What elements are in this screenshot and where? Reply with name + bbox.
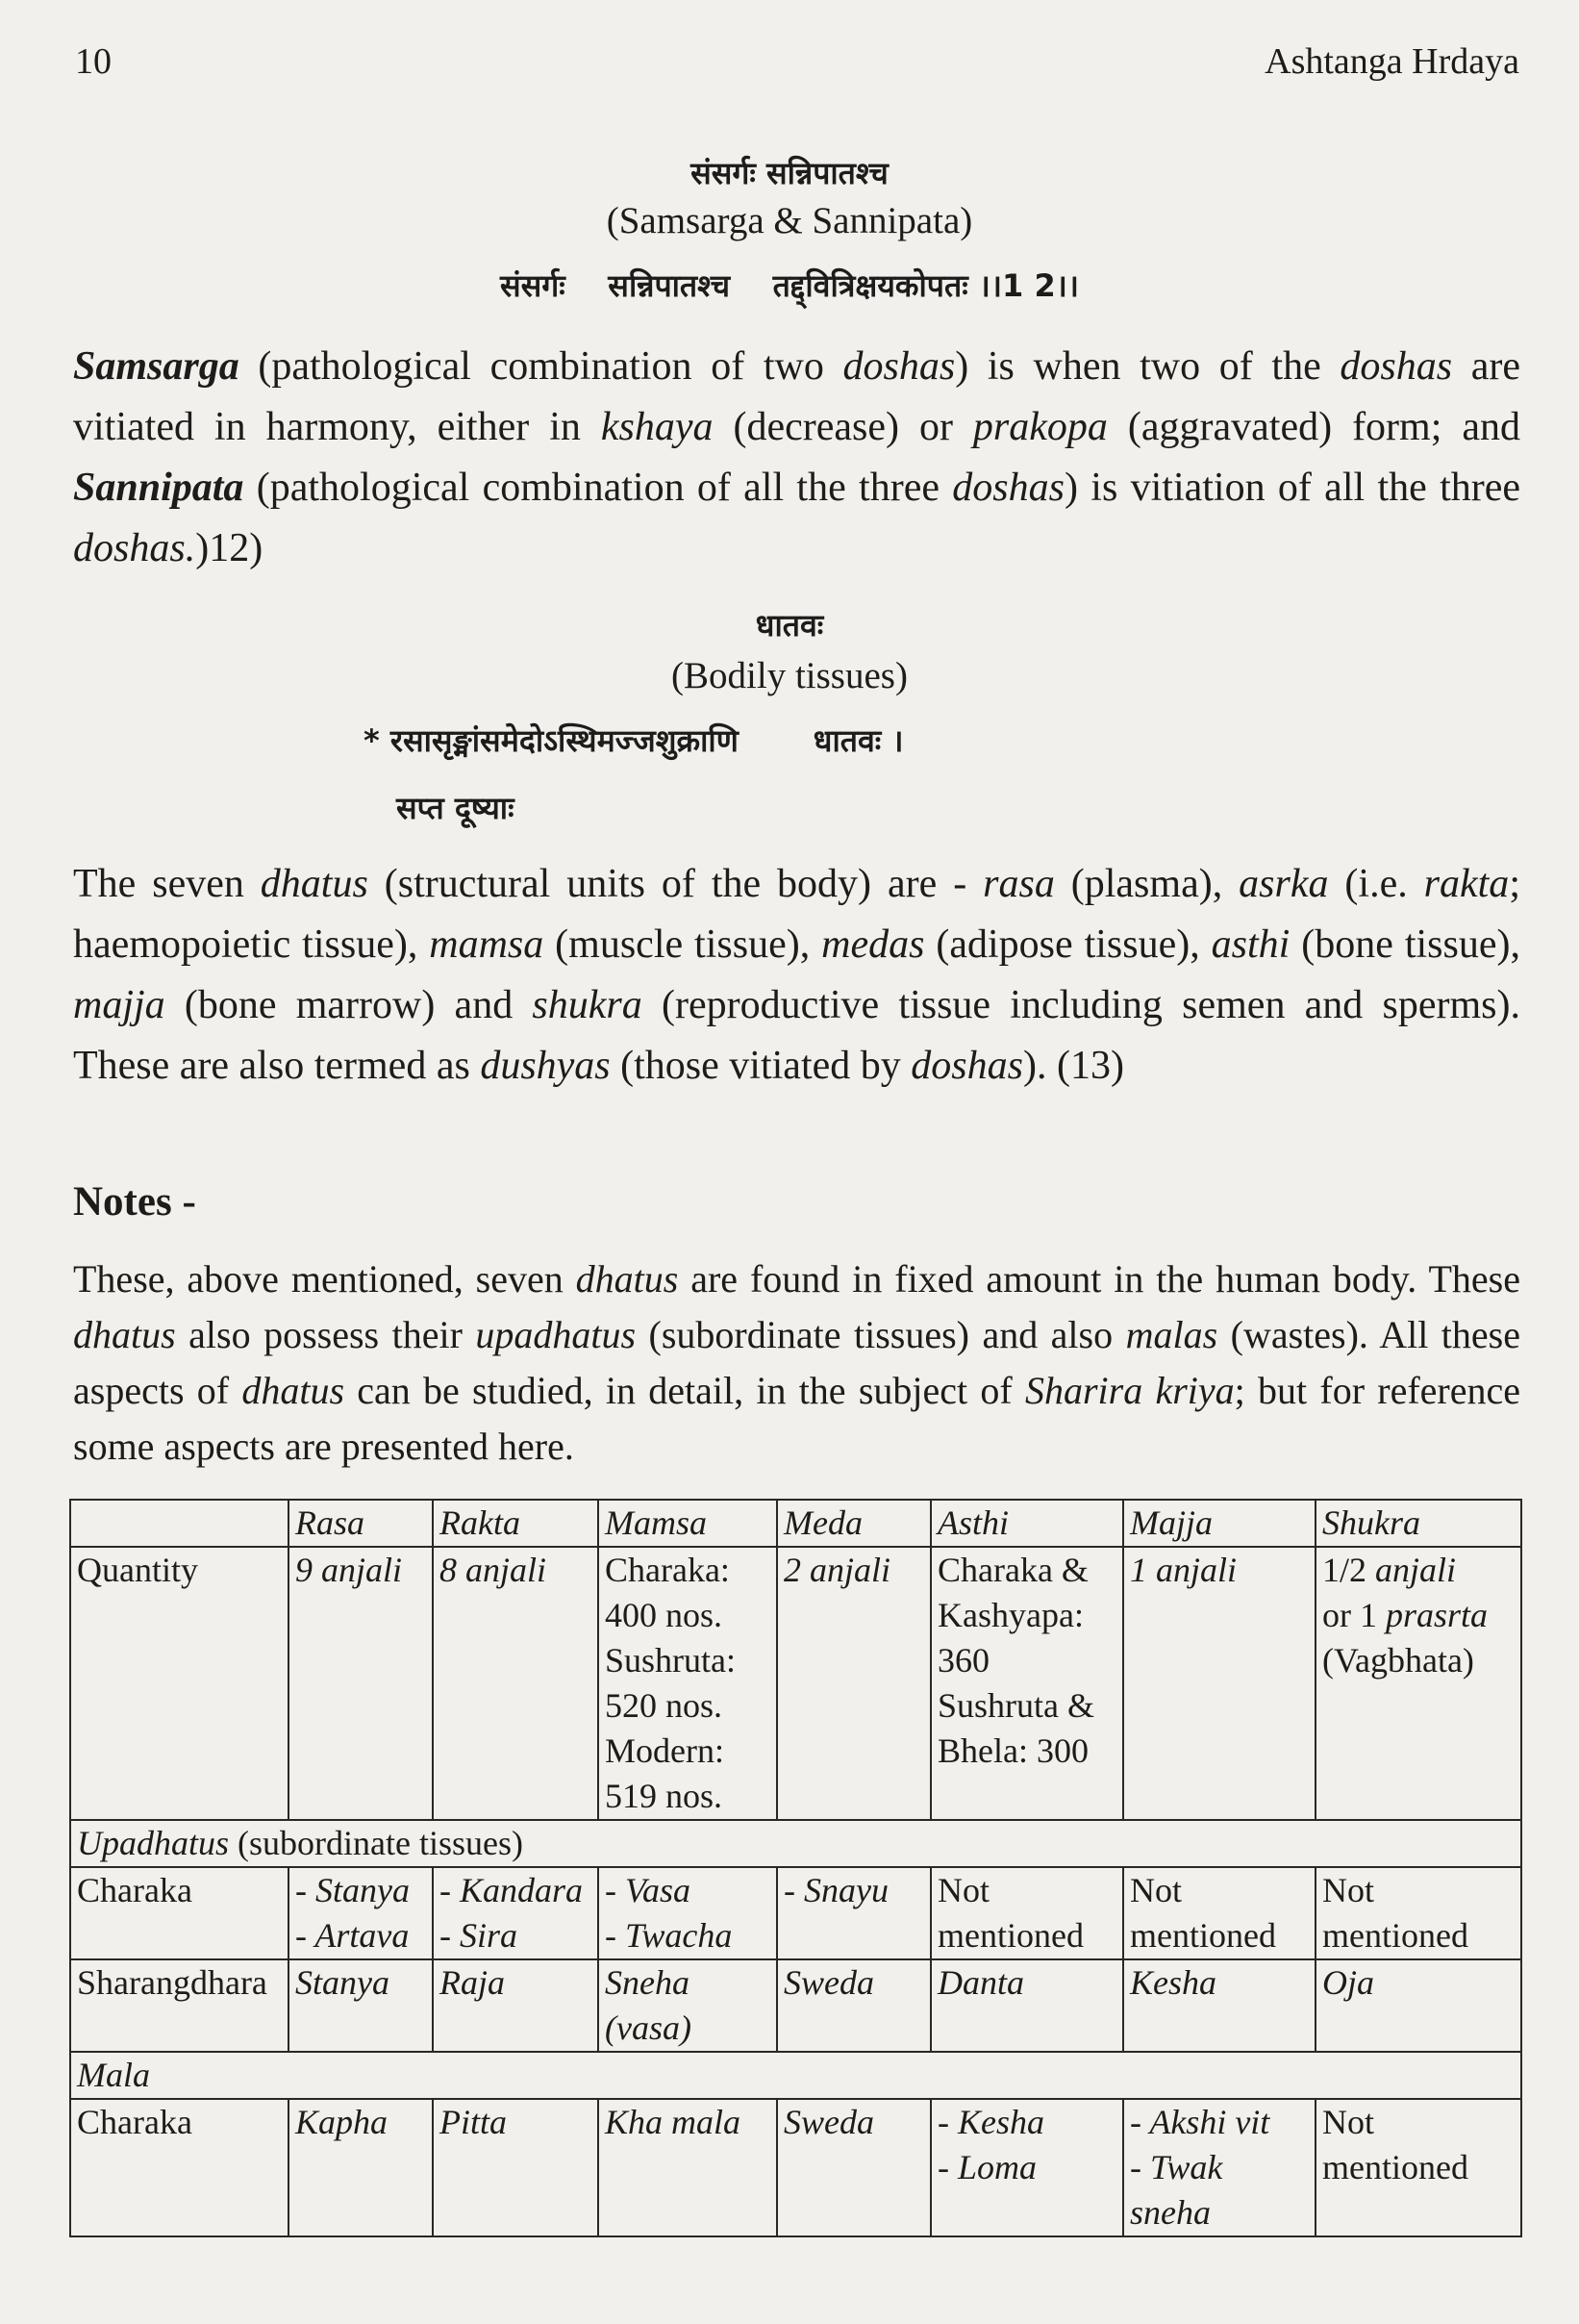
term: majja	[73, 983, 165, 1027]
text: are found in fixed amount in the human body. These	[678, 1257, 1520, 1301]
section-heading-sanskrit: धातवः	[755, 607, 824, 644]
notes-paragraph	[73, 1251, 1520, 1475]
cell-line: mentioned	[1322, 1916, 1468, 1955]
term: shukra	[532, 983, 642, 1027]
term: doshas	[1340, 344, 1453, 389]
cell-line: - Twacha	[605, 1916, 733, 1955]
text: ) is when two of the	[955, 344, 1341, 389]
term: dhatus	[73, 1313, 176, 1356]
table-header-cell: Shukra	[1316, 1500, 1521, 1547]
term: dhatus	[575, 1257, 679, 1301]
term: dhatus	[241, 1369, 345, 1412]
table-row-mala-charaka	[70, 2099, 1521, 2236]
cell-line: - Akshi vit	[1130, 2103, 1270, 2141]
table-header-cell: Mamsa	[598, 1500, 777, 1547]
table-cell	[1316, 1547, 1521, 1820]
table-row-quantity	[70, 1547, 1521, 1820]
section-heading-sanskrit: संसर्गः सन्निपातश्च	[690, 155, 889, 191]
table-cell: Oja	[1316, 1959, 1521, 2052]
table-cell	[598, 1959, 777, 2052]
table-cell	[1316, 2099, 1521, 2236]
term: medas	[821, 922, 925, 967]
table-cell	[1123, 1867, 1316, 1959]
term: kshaya	[600, 405, 714, 449]
table-cell: Kapha	[288, 2099, 433, 2236]
cell-line: (vasa)	[605, 2008, 691, 2047]
row-label: Charaka	[70, 1867, 288, 1959]
dhatus-paragraph	[73, 854, 1520, 1097]
cell-line: 519 nos.	[605, 1777, 723, 1815]
term: malas	[1125, 1313, 1218, 1356]
text: (subordinate tissues) and also	[636, 1313, 1126, 1356]
table-cell: Sweda	[777, 1959, 931, 2052]
table-cell	[931, 1867, 1123, 1959]
text: (adipose tissue),	[924, 922, 1212, 967]
term: asthi	[1211, 922, 1291, 967]
term: prakopa	[972, 405, 1108, 449]
cell-line: Not	[938, 1871, 990, 1909]
term: Sannipata	[73, 466, 244, 510]
table-cell	[1123, 2099, 1316, 2236]
cell-line: - Kandara	[439, 1871, 584, 1909]
cell-line: sneha	[1130, 2193, 1211, 2232]
cell-line	[1322, 1593, 1515, 1638]
row-label: Quantity	[70, 1547, 288, 1820]
cell-line: mentioned	[938, 1916, 1084, 1955]
term: rasa	[983, 862, 1055, 906]
cell-line: Kashyapa:	[938, 1596, 1084, 1634]
text: are vitiated in harmony, either in	[73, 344, 1520, 449]
table-cell: - Snayu	[777, 1867, 931, 1959]
cell-line: - Sira	[439, 1916, 517, 1955]
term: dhatus	[260, 862, 368, 906]
cell-line	[1322, 1548, 1515, 1593]
cell-line: Sushruta:	[605, 1641, 737, 1680]
samsarga-paragraph	[73, 337, 1520, 579]
cell-line: Modern:	[605, 1731, 724, 1770]
text: ; but for reference some aspects are presented here.	[73, 1369, 1520, 1468]
table-cell: Pitta	[433, 2099, 598, 2236]
table-cell: 1 anjali	[1123, 1547, 1316, 1820]
text: 1/2	[1322, 1551, 1376, 1589]
cell-line: - Loma	[938, 2148, 1038, 2186]
cell-line: - Vasa	[605, 1871, 690, 1909]
cell-line: Not	[1322, 1871, 1374, 1909]
text: (aggravated) form; and	[1107, 405, 1520, 449]
table-row-upadhatus-sharangdhara	[70, 1959, 1521, 2052]
row-label: Charaka	[70, 2099, 288, 2236]
text: can be studied, in detail, in the subject of	[344, 1369, 1025, 1412]
text: (wastes). All these aspects of	[73, 1313, 1520, 1412]
table-cell	[931, 2099, 1123, 2236]
cell-line: Charaka:	[605, 1551, 730, 1589]
cell-line: (Vagbhata)	[1322, 1641, 1474, 1680]
table-cell	[598, 1547, 777, 1820]
section-heading-english: (Bodily tissues)	[671, 655, 908, 696]
table-cell	[1316, 1867, 1521, 1959]
text: (subordinate tissues)	[229, 1824, 523, 1862]
table-cell: Kha mala	[598, 2099, 777, 2236]
table-cell	[288, 1867, 433, 1959]
text: (reproductive tissue including semen and sperms). These are also termed as	[73, 983, 1520, 1088]
table-cell: 9 anjali	[288, 1547, 433, 1820]
cell-line: 400 nos.	[605, 1596, 723, 1634]
section-label: Mala	[70, 2052, 1521, 2099]
term: doshas	[911, 1044, 1023, 1088]
term: Upadhatus	[77, 1824, 230, 1862]
term: mamsa	[429, 922, 544, 967]
text: (plasma),	[1054, 862, 1240, 906]
cell-line: Not	[1322, 2103, 1374, 2141]
cell-line: 360	[938, 1641, 990, 1680]
sanskrit-verse: * रसासृङ्मांसमेदोऽस्थिमज्जशुक्राणि धातवः ।	[363, 722, 904, 759]
text: or 1	[1322, 1596, 1386, 1634]
text: (i.e.	[1328, 862, 1424, 906]
cell-line: mentioned	[1322, 2148, 1468, 2186]
text: ) is vitiation of all the three	[1065, 466, 1521, 510]
cell-line: Bhela: 300	[938, 1731, 1089, 1770]
table-header-cell: Meda	[777, 1500, 931, 1547]
term: Samsarga	[73, 344, 239, 389]
text: (pathological combination of all the three	[243, 466, 953, 510]
dhatus-table	[69, 1499, 1522, 2237]
term: doshas	[952, 466, 1065, 510]
text: (pathological combination of two	[238, 344, 843, 389]
cell-line: Charaka &	[938, 1551, 1089, 1589]
section-heading-english: (Samsarga & Sannipata)	[606, 200, 973, 241]
cell-line: Sushruta &	[938, 1686, 1095, 1725]
cell-line: Sneha	[605, 1963, 689, 2002]
running-title: Ashtanga Hrdaya	[1265, 41, 1519, 82]
sanskrit-verse: सप्त दूष्याः	[396, 790, 514, 826]
table-header-cell: Rakta	[433, 1500, 598, 1547]
text: (bone tissue),	[1290, 922, 1520, 967]
table-cell: 2 anjali	[777, 1547, 931, 1820]
term: doshas.	[73, 526, 196, 570]
table-cell	[598, 1867, 777, 1959]
row-label: Sharangdhara	[70, 1959, 288, 2052]
text: The seven	[73, 862, 261, 906]
table-row-upadhatus-heading	[70, 1820, 1521, 1867]
text: These, above mentioned, seven	[73, 1257, 576, 1301]
term: anjali	[1375, 1551, 1457, 1589]
cell-line: Not	[1130, 1871, 1182, 1909]
table-cell: Stanya	[288, 1959, 433, 2052]
table-cell: Kesha	[1123, 1959, 1316, 2052]
notes-heading: Notes -	[73, 1179, 196, 1225]
table-cell: Danta	[931, 1959, 1123, 2052]
table-cell	[931, 1547, 1123, 1820]
cell-line: - Artava	[295, 1916, 410, 1955]
term: upadhatus	[475, 1313, 637, 1356]
table-header-cell: Asthi	[931, 1500, 1123, 1547]
table-cell: Raja	[433, 1959, 598, 2052]
table-cell: Sweda	[777, 2099, 931, 2236]
term: Sharira kriya	[1024, 1369, 1235, 1412]
text: )12)	[195, 526, 263, 570]
term: asrka	[1239, 862, 1329, 906]
section-label	[70, 1820, 1521, 1867]
text: ). (13)	[1022, 1044, 1124, 1088]
text: also possess their	[175, 1313, 476, 1356]
table-row-upadhatus-charaka	[70, 1867, 1521, 1959]
text: (decrease) or	[713, 405, 973, 449]
text: (bone marrow) and	[164, 983, 533, 1027]
page-number: 10	[75, 41, 112, 82]
term: rakta	[1423, 862, 1510, 906]
table-header-row	[70, 1500, 1521, 1547]
term: dushyas	[480, 1044, 611, 1088]
text: (muscle tissue),	[543, 922, 822, 967]
term: doshas	[842, 344, 956, 389]
cell-line: - Twak	[1130, 2148, 1223, 2186]
cell-line: - Stanya	[295, 1871, 410, 1909]
text: (structural units of the body) are -	[367, 862, 984, 906]
table-row-mala-heading	[70, 2052, 1521, 2099]
term: prasrta	[1386, 1596, 1489, 1634]
sanskrit-verse: संसर्गः सन्निपातश्च तद्द्वित्रिक्षयकोपतः ।।1 2।।	[500, 267, 1079, 304]
table-header-cell	[70, 1500, 288, 1547]
cell-line: mentioned	[1130, 1916, 1276, 1955]
cell-line: 520 nos.	[605, 1686, 723, 1725]
table-cell: 8 anjali	[433, 1547, 598, 1820]
cell-line: - Kesha	[938, 2103, 1044, 2141]
text: ; haemopoietic tissue),	[73, 862, 1520, 967]
table-header-cell: Majja	[1123, 1500, 1316, 1547]
table-header-cell: Rasa	[288, 1500, 433, 1547]
table-cell	[433, 1867, 598, 1959]
text: (those vitiated by	[610, 1044, 912, 1088]
